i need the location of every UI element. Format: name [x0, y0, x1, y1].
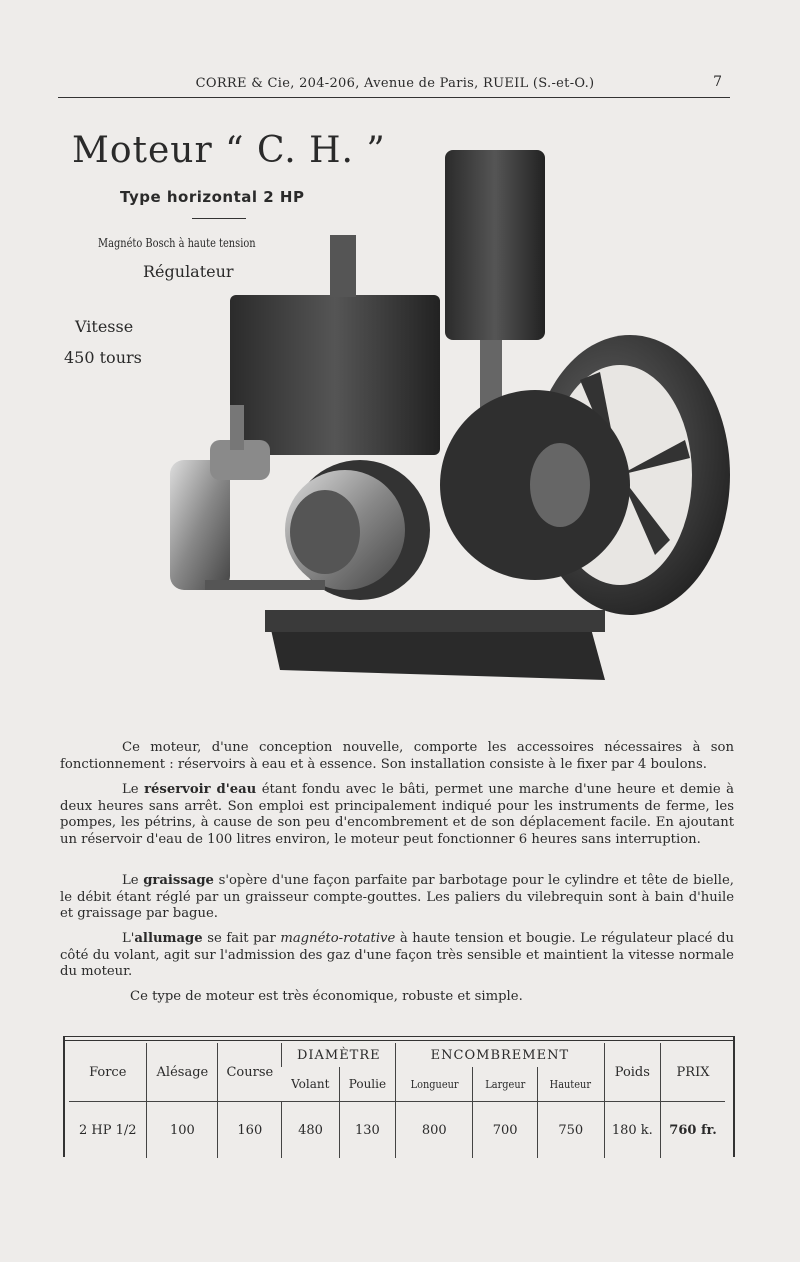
page-number: 7: [713, 74, 722, 90]
col-encombrement: ENCOMBREMENT: [396, 1043, 604, 1067]
col-largeur: Largeur: [478, 1067, 533, 1102]
page-title: Moteur “ C. H. ”: [72, 130, 386, 171]
cell-poids: 180 k.: [604, 1102, 660, 1159]
col-diametre: DIAMÈTRE: [282, 1043, 396, 1067]
col-volant: Volant: [291, 1077, 330, 1091]
cell-force: 2 HP 1/2: [69, 1102, 147, 1159]
spec-table-frame: [63, 1036, 735, 1157]
header-divider: [58, 97, 730, 98]
spec-vitesse-label: Vitesse: [75, 317, 134, 336]
spec-table: [69, 1043, 725, 1158]
cell-poulie: 130: [339, 1102, 396, 1159]
cell-course: 160: [218, 1102, 282, 1159]
paragraph-summary: Ce type de moteur est très économique, robuste et simple.: [130, 989, 523, 1004]
col-course: Course: [218, 1043, 282, 1102]
col-poids: Poids: [604, 1043, 660, 1102]
spec-regulateur: Régulateur: [143, 262, 234, 281]
cell-prix: 760 fr.: [661, 1102, 725, 1159]
spec-magneto: Magnéto Bosch à haute tension: [98, 236, 256, 250]
col-hauteur: Hauteur: [542, 1067, 599, 1102]
spec-vitesse-value: 450 tours: [64, 348, 142, 367]
page-subtitle: Type horizontal 2 HP: [120, 188, 305, 206]
cell-hauteur: 750: [537, 1102, 604, 1159]
page-header: CORRE & Cie, 204-206, Avenue de Paris, RUEIL (S.-et-O.): [195, 76, 595, 91]
paragraph-graissage: Le graissage s'opère d'une façon parfaite par barbotage pour le cylindre et tête de bielle, le débit étant réglé par un graisseur compte-gouttes. Les paliers du vilebrequin sont à bain d'huile et graissage par bague.: [60, 873, 734, 921]
paragraph-reservoir: Le réservoir d'eau étant fondu avec le bâti, permet une marche d'une heure et demie à deux heures sans arrêt. Son emploi est principalement indiqué pour les instruments de ferme, les pompes, les pétrins, à cause de son peu d'encombrement et de son déplacement facile. En ajoutant un réservoir d'eau de 100 litres environ, le moteur peut fonctionner 6 heures sans interruption.: [60, 782, 735, 847]
cell-alesage: 100: [147, 1102, 218, 1159]
engine-illustration: [150, 140, 740, 700]
col-prix: PRIX: [661, 1043, 725, 1102]
paragraph-intro: Ce moteur, d'une conception nouvelle, comporte les accessoires nécessaires à son fonctionnement : réservoirs à eau et à essence. Son installation consiste à le fixer par 4 boulons.: [60, 740, 734, 772]
cell-largeur: 700: [473, 1102, 538, 1159]
paragraph-allumage: L'allumage se fait par magnéto-rotative à haute tension et bougie. Le régulateur placé du côté du volant, agit sur l'admission des gaz d'une façon très sensible et maintient la vitesse normale du moteur.: [60, 931, 734, 979]
cell-volant: 480: [282, 1102, 339, 1159]
col-alesage: Alésage: [147, 1043, 218, 1102]
col-longueur: Longueur: [401, 1067, 467, 1102]
col-force: Force: [89, 1064, 127, 1080]
table-row: [69, 1102, 725, 1159]
cell-longueur: 800: [396, 1102, 473, 1159]
col-poulie: Poulie: [339, 1067, 396, 1102]
